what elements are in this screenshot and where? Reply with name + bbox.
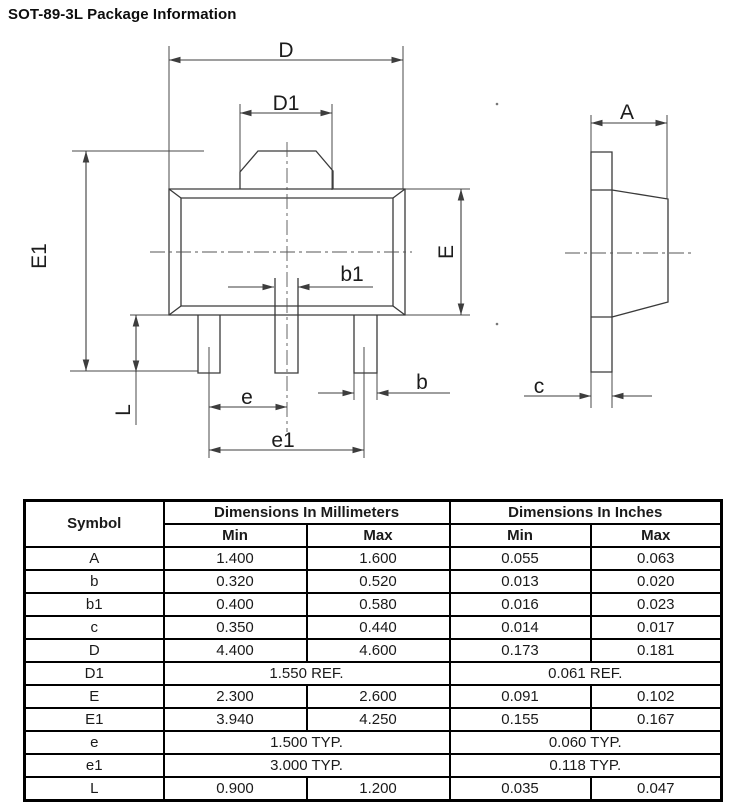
- cell-in-max: 0.047: [591, 777, 722, 801]
- extension-lines-side: [591, 115, 667, 408]
- cell-in-min: 0.091: [450, 685, 591, 708]
- dim-label-E1: E1: [28, 243, 51, 269]
- package-body-side: [591, 152, 668, 372]
- heat-tab: [240, 151, 333, 189]
- cell-in-max: 0.181: [591, 639, 722, 662]
- cell-in-min: 0.055: [450, 547, 591, 570]
- table-row: [25, 616, 722, 639]
- dim-label-e: e: [241, 386, 253, 409]
- cell-in-span: 0.060 TYP.: [450, 731, 722, 754]
- table-row: [25, 570, 722, 593]
- cell-mm-max: 4.600: [307, 639, 450, 662]
- header-in-min: Min: [450, 524, 591, 547]
- dim-label-D: D: [278, 39, 294, 62]
- cell-mm-min: 1.400: [164, 547, 307, 570]
- cell-symbol: b1: [25, 593, 164, 616]
- cell-mm-min: 0.320: [164, 570, 307, 593]
- table-header-row-1: [25, 501, 722, 525]
- dim-label-D1: D1: [272, 92, 300, 115]
- cell-symbol: D: [25, 639, 164, 662]
- cell-in-max: 0.023: [591, 593, 722, 616]
- cell-symbol: c: [25, 616, 164, 639]
- cell-mm-min: 0.400: [164, 593, 307, 616]
- cell-in-min: 0.035: [450, 777, 591, 801]
- cell-in-min: 0.016: [450, 593, 591, 616]
- lead-center: [275, 278, 298, 373]
- table-row: [25, 731, 722, 754]
- cell-in-span: 0.061 REF.: [450, 662, 722, 685]
- page-title: SOT-89-3L Package Information: [8, 6, 237, 23]
- side-view: [524, 101, 692, 408]
- dim-label-c: c: [533, 375, 545, 398]
- table-row: [25, 685, 722, 708]
- cell-mm-max: 0.580: [307, 593, 450, 616]
- cell-mm-span: 1.550 REF.: [164, 662, 450, 685]
- cell-mm-min: 2.300: [164, 685, 307, 708]
- cell-mm-span: 1.500 TYP.: [164, 731, 450, 754]
- table-row: [25, 639, 722, 662]
- header-in-max: Max: [591, 524, 722, 547]
- lead-right: [354, 315, 377, 373]
- cell-in-span: 0.118 TYP.: [450, 754, 722, 777]
- cell-symbol: L: [25, 777, 164, 801]
- cell-symbol: D1: [25, 662, 164, 685]
- cell-mm-max: 4.250: [307, 708, 450, 731]
- cell-symbol: A: [25, 547, 164, 570]
- cell-in-max: 0.167: [591, 708, 722, 731]
- front-view: [28, 39, 470, 458]
- package-body-front: [169, 151, 405, 373]
- cell-mm-min: 0.900: [164, 777, 307, 801]
- table-row: [25, 754, 722, 777]
- table-row: [25, 593, 722, 616]
- cell-mm-span: 3.000 TYP.: [164, 754, 450, 777]
- cell-mm-max: 1.600: [307, 547, 450, 570]
- header-symbol: Symbol: [25, 501, 164, 548]
- cell-symbol: E: [25, 685, 164, 708]
- cell-symbol: e: [25, 731, 164, 754]
- cell-in-max: 0.017: [591, 616, 722, 639]
- dimensions-table: [23, 499, 723, 802]
- cell-in-min: 0.173: [450, 639, 591, 662]
- table-row: [25, 708, 722, 731]
- cell-in-min: 0.014: [450, 616, 591, 639]
- cell-in-min: 0.013: [450, 570, 591, 593]
- table-row: [25, 662, 722, 685]
- cell-in-max: 0.063: [591, 547, 722, 570]
- cell-mm-max: 0.520: [307, 570, 450, 593]
- scan-dot: [496, 103, 499, 106]
- cell-symbol: b: [25, 570, 164, 593]
- dim-label-L: L: [112, 404, 135, 416]
- header-mm: Dimensions In Millimeters: [164, 501, 450, 525]
- cell-in-max: 0.102: [591, 685, 722, 708]
- cell-mm-min: 0.350: [164, 616, 307, 639]
- dim-label-b1: b1: [340, 263, 364, 286]
- cell-mm-max: 0.440: [307, 616, 450, 639]
- cell-in-min: 0.155: [450, 708, 591, 731]
- dim-label-b: b: [416, 371, 428, 394]
- dim-label-e1: e1: [271, 429, 295, 452]
- table-row: [25, 777, 722, 801]
- dim-label-E: E: [435, 244, 458, 260]
- cell-mm-max: 1.200: [307, 777, 450, 801]
- cell-symbol: e1: [25, 754, 164, 777]
- header-mm-max: Max: [307, 524, 450, 547]
- table-row: [25, 547, 722, 570]
- header-mm-min: Min: [164, 524, 307, 547]
- dimension-lines-side: [524, 123, 667, 396]
- cell-mm-min: 4.400: [164, 639, 307, 662]
- header-inches: Dimensions In Inches: [450, 501, 722, 525]
- cell-mm-min: 3.940: [164, 708, 307, 731]
- cell-mm-max: 2.600: [307, 685, 450, 708]
- cell-in-max: 0.020: [591, 570, 722, 593]
- cell-symbol: E1: [25, 708, 164, 731]
- dim-label-A: A: [619, 101, 635, 124]
- scan-dot: [496, 323, 499, 326]
